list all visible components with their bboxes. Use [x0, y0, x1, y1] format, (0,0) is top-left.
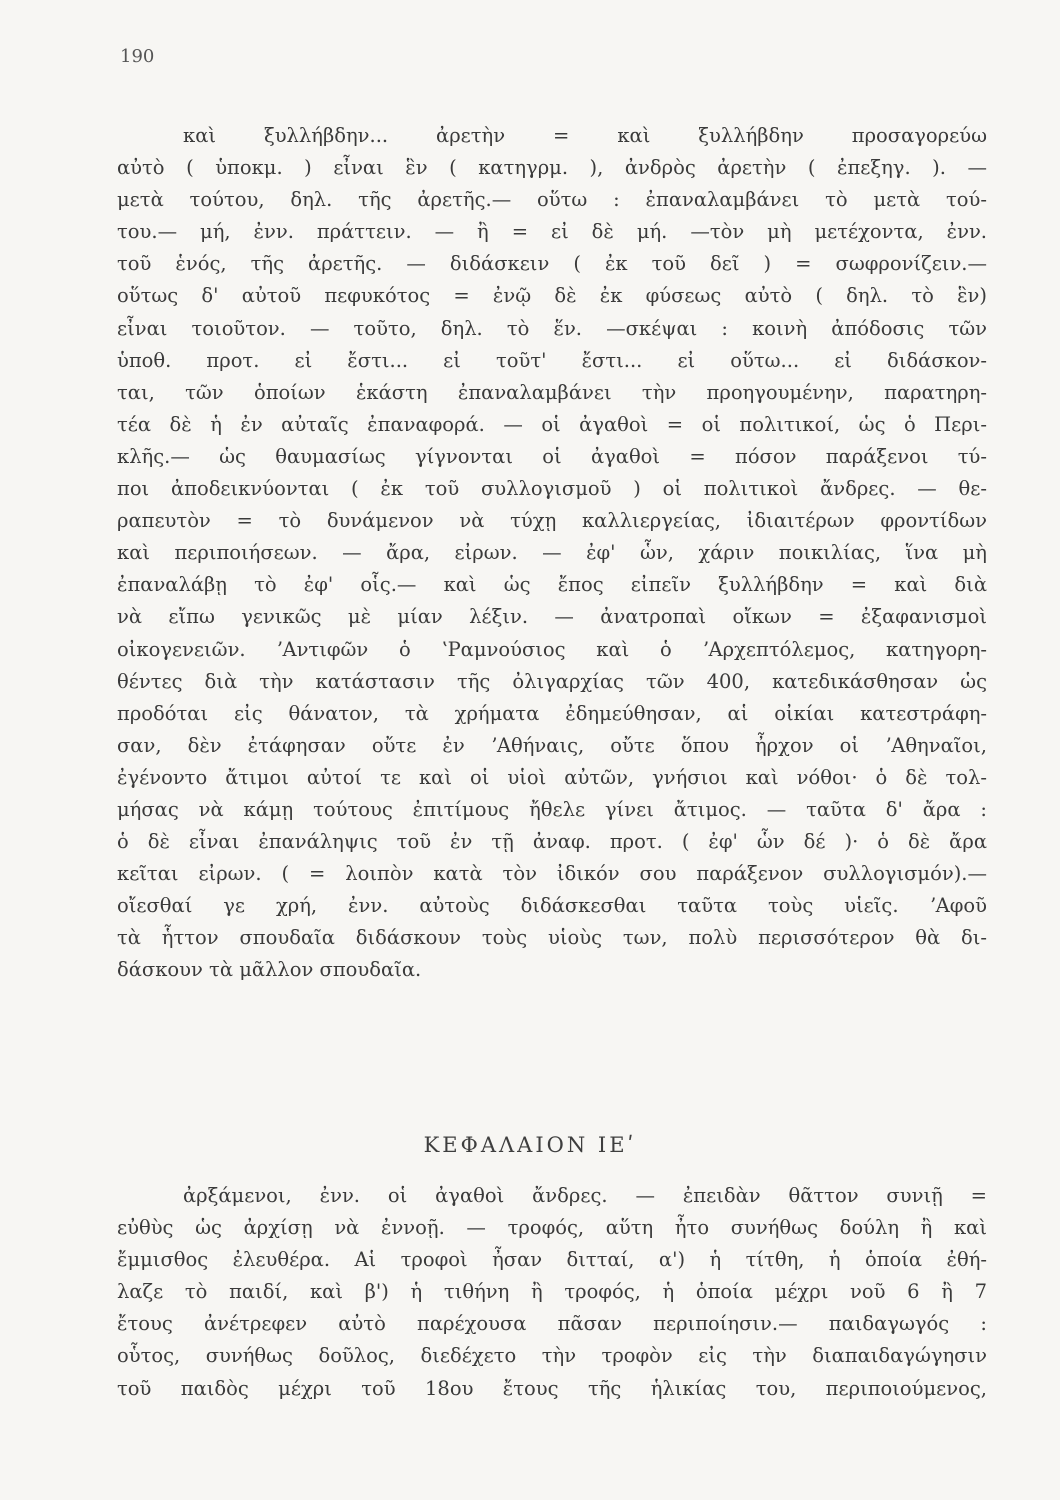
text-line: ἀρξάμενοι, ἐνν. οἱ ἀγαθοὶ ἄνδρες. — ἐπειδὰν θᾶττον συνιῇ =	[183, 1184, 987, 1207]
text-line: οἰκογενειῶν. ʼΑντιφῶν ὁ ʽΡαμνούσιος καὶ ὁ ʼΑρχεπτόλεμος, κατηγορη-	[117, 637, 987, 661]
text-line: ται, τῶν ὁποίων ἑκάστη ἐπαναλαμβάνει τὴν προηγουμένην, παρατηρη-	[117, 380, 987, 404]
text-line: ραπευτὸν = τὸ δυνάμενον νὰ τύχῃ καλλιεργείας, ἰδιαιτέρων φροντίδων	[117, 509, 987, 533]
text-line: αὐτὸ ( ὑποκμ. ) εἶναι ἓν ( κατηγρμ. ), ἀνδρὸς ἀρετὴν ( ἐπεξηγ. ). —	[117, 156, 987, 180]
commentary-text	[117, 120, 987, 987]
text-line: οὕτως δ' αὐτοῦ πεφυκότος = ἐνῷ δὲ ἐκ φύσεως αὐτὸ ( δηλ. τὸ ἓν)	[117, 284, 987, 308]
text-line: τοῦ παιδὸς μέχρι τοῦ 18ου ἔτους τῆς ἡλικίας του, περιποιούμενος,	[117, 1376, 987, 1400]
chapter-text	[117, 1180, 987, 1405]
text-line: προδόται εἰς θάνατον, τὰ χρήματα ἐδημεύθησαν, αἱ οἰκίαι κατεστράφη-	[117, 701, 987, 725]
chapter-heading: ΚΕΦΑΛΑΙΟΝ ΙΕʹ	[423, 1133, 637, 1157]
text-line: του.— μή, ἐνν. πράττειν. — ἢ = εἰ δὲ μή. —τὸν μὴ μετέχοντα, ἐνν.	[117, 220, 987, 244]
text-line: οἴεσθαί γε χρή, ἐνν. αὐτοὺς διδάσκεσθαι ταῦτα τοὺς υἱεῖς. ʼΑφοῦ	[117, 894, 987, 918]
text-line: μήσας νὰ κάμῃ τούτους ἐπιτίμους ἤθελε γίνει ἄτιμος. — ταῦτα δ' ἄρα :	[117, 797, 987, 821]
text-line: ἐγένοντο ἄτιμοι αὐτοί τε καὶ οἱ υἱοὶ αὐτῶν, γνήσιοι καὶ νόθοι· ὁ δὲ τολ-	[117, 765, 987, 789]
text-line: κεῖται εἰρων. ( = λοιπὸν κατὰ τὸν ἰδικόν σου παράξενον συλλογισμόν).—	[117, 862, 987, 886]
text-line: λαζε τὸ παιδί, καὶ β') ἡ τιθήνη ἢ τροφός, ἡ ὁποία μέχρι νοῦ 6 ἢ 7	[117, 1280, 987, 1304]
text-line: νὰ εἴπω γενικῶς μὲ μίαν λέξιν. — ἀνατροπαὶ οἴκων = ἐξαφανισμοὶ	[117, 605, 987, 629]
text-line: θέντες διὰ τὴν κατάστασιν τῆς ὀλιγαρχίας τῶν 400, κατεδικάσθησαν ὡς	[117, 669, 987, 693]
text-line: ἐπαναλάβῃ τὸ ἐφ' οἷς.— καὶ ὡς ἔπος εἰπεῖν ξυλλήβδην = καὶ διὰ	[117, 573, 987, 597]
text-line: ποι ἀποδεικνύονται ( ἐκ τοῦ συλλογισμοῦ ) οἱ πολιτικοὶ ἄνδρες. — θε-	[117, 477, 987, 501]
text-line: σαν, δὲν ἐτάφησαν οὔτε ἐν ʼΑθήναις, οὔτε ὅπου ἦρχον οἱ ʼΑθηναῖοι,	[117, 733, 987, 757]
text-line: δάσκουν τὰ μᾶλλον σπουδαῖα.	[117, 958, 422, 982]
text-line: κλῆς.— ὡς θαυμασίως γίγνονται οἱ ἀγαθοὶ = πόσον παράξενοι τύ-	[117, 444, 987, 468]
text-line: καὶ ξυλλήβδην... ἀρετὴν = καὶ ξυλλήβδην προσαγορεύω	[183, 124, 987, 147]
text-line: τοῦ ἑνός, τῆς ἀρετῆς. — διδάσκειν ( ἐκ τοῦ δεῖ ) = σωφρονίζειν.—	[117, 252, 987, 276]
text-line: μετὰ τούτου, δηλ. τῆς ἀρετῆς.— οὕτω : ἐπαναλαμβάνει τὸ μετὰ τού-	[117, 188, 987, 212]
text-line: ὑποθ. προτ. εἰ ἔστι... εἰ τοῦτ' ἔστι... εἰ οὕτω... εἰ διδάσκον-	[117, 348, 987, 372]
text-line: ὁ δὲ εἶναι ἐπανάληψις τοῦ ἐν τῇ ἀναφ. προτ. ( ἐφ' ὧν δέ )· ὁ δὲ ἄρα	[117, 830, 987, 854]
text-line: οὗτος, συνήθως δοῦλος, διεδέχετο τὴν τροφὸν εἰς τὴν διαπαιδαγώγησιν	[117, 1344, 987, 1368]
text-line: ἔμμισθος ἐλευθέρα. Αἱ τροφοὶ ἦσαν διτταί, α') ἡ τίτθη, ἡ ὁποία ἐθή-	[117, 1248, 987, 1272]
text-line: εὐθὺς ὡς ἀρχίσῃ νὰ ἐννοῇ. — τροφός, αὕτη ἦτο συνήθως δούλη ἢ καὶ	[117, 1216, 987, 1240]
text-line: καὶ περιποιήσεων. — ἄρα, εἰρων. — ἐφ' ὧν, χάριν ποικιλίας, ἵνα μὴ	[117, 541, 987, 565]
text-line: τὰ ἧττον σπουδαῖα διδάσκουν τοὺς υἱοὺς των, πολὺ περισσότερον θὰ δι-	[117, 926, 987, 950]
text-line: ἔτους ἀνέτρεφεν αὐτὸ παρέχουσα πᾶσαν περιποίησιν.— παιδαγωγός :	[117, 1312, 987, 1336]
page-number: 190	[120, 46, 155, 67]
text-line: εἶναι τοιοῦτον. — τοῦτο, δηλ. τὸ ἕν. —σκέψαι : κοινὴ ἀπόδοσις τῶν	[117, 316, 987, 340]
text-line: τέα δὲ ἡ ἐν αὐταῖς ἐπαναφορά. — οἱ ἀγαθοὶ = οἱ πολιτικοί, ὡς ὁ Περι-	[117, 412, 987, 436]
